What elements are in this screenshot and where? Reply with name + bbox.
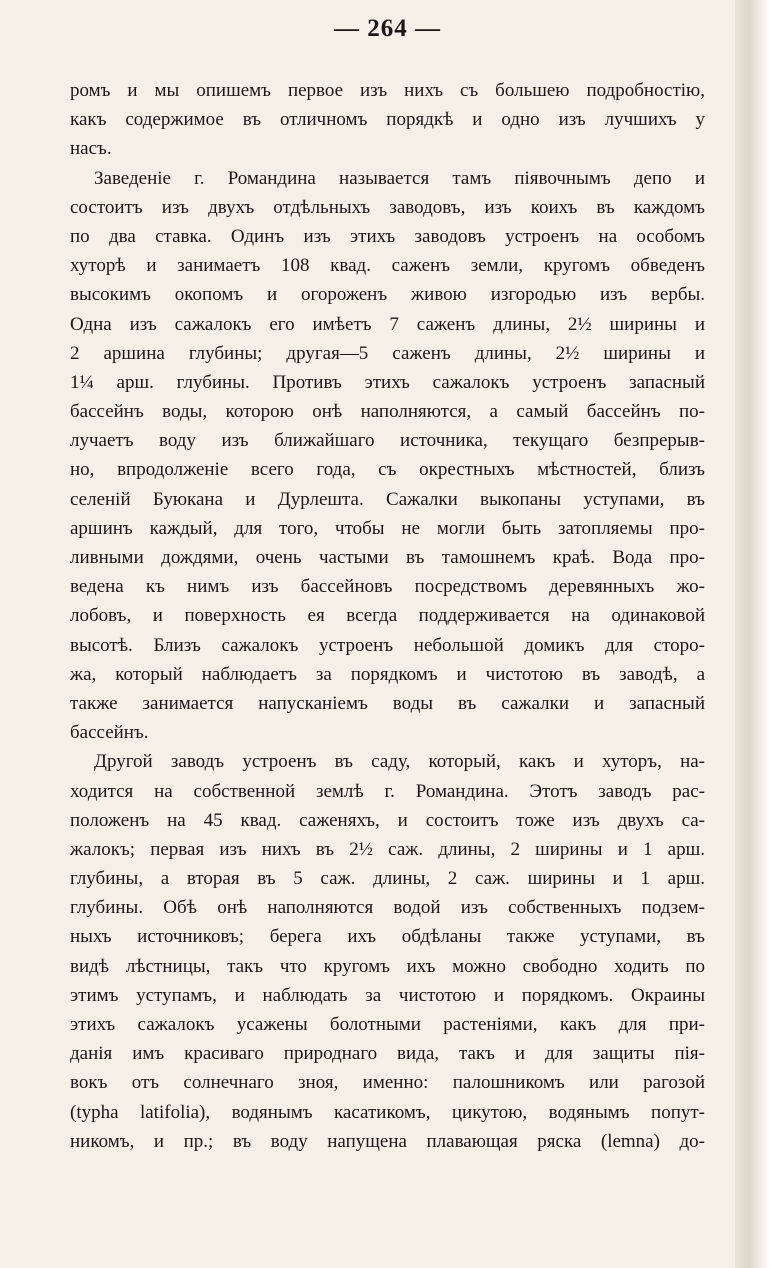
text-line: 2 аршина глубины; другая—5 саженъ длины, 2½ ширины и <box>70 342 705 364</box>
text-line: ведена къ нимъ изъ бассейновъ посредствомъ деревянныхъ жо- <box>70 576 705 598</box>
text-line: Одна изъ сажалокъ его имѣетъ 7 саженъ длины, 2½ ширины и <box>70 313 705 335</box>
text-line: этихъ сажалокъ усажены болотными растеніями, какъ для при- <box>70 1014 705 1035</box>
text-line: селеній Буюкана и Дурлешта. Сажалки выкопаны уступами, въ <box>70 488 705 510</box>
text-line: данія имъ красиваго природнаго вида, такъ и для защиты пія- <box>70 1043 705 1065</box>
text-line: глубины. Обѣ онѣ наполняются водой изъ собственныхъ подзем- <box>70 897 705 919</box>
text-line: насъ. <box>70 138 112 160</box>
text-line: хуторѣ и занимаетъ 108 квад. саженъ земли, кругомъ обведенъ <box>70 255 705 277</box>
text-line: по два ставка. Одинъ изъ этихъ заводовъ устроенъ на особомъ <box>70 225 705 247</box>
text-line: высотѣ. Близъ сажалокъ устроенъ небольшой домикъ для сторо- <box>70 634 705 656</box>
paragraph-3 <box>70 747 705 1156</box>
text-line: ливными дождями, очень частыми въ тамошнемъ краѣ. Вода про- <box>70 547 705 568</box>
text-line: лобовъ, и поверхность ея всегда поддерживается на одинаковой <box>70 605 705 627</box>
text-line: Другой заводъ устроенъ въ саду, который, какъ и хуторъ, на- <box>94 751 705 773</box>
text-line: высокимъ окопомъ и огороженъ живою изгородью изъ вербы. <box>70 284 705 306</box>
text-line: жалокъ; первая изъ нихъ въ 2½ саж. длины, 2 ширины и 1 арш. <box>70 838 705 860</box>
text-line: состоитъ изъ двухъ отдѣльныхъ заводовъ, изъ коихъ въ каждомъ <box>70 196 705 218</box>
text-line: ныхъ источниковъ; берега ихъ обдѣланы также уступами, въ <box>70 926 705 948</box>
text-line: какъ содержимое въ отличномъ порядкѣ и одно изъ лучшихъ у <box>70 109 705 131</box>
text-line: жа, который наблюдаетъ за порядкомъ и чистотою въ заводѣ, а <box>70 663 705 685</box>
text-line: видѣ лѣстницы, такъ что кругомъ ихъ можно свободно ходить по <box>70 955 705 977</box>
text-line: бассейнъ воды, которою онѣ наполняются, а самый бассейнъ по- <box>70 401 705 423</box>
text-line: (typha latifolia), водянымъ касатикомъ, цикутою, водянымъ попут- <box>70 1101 705 1123</box>
text-line: ромъ и мы опишемъ первое изъ нихъ съ большею подробностію, <box>70 80 705 101</box>
text-line: вокъ отъ солнечнаго зноя, именно: палошникомъ или рагозой <box>70 1072 705 1094</box>
text-line: этимъ уступамъ, и наблюдать за чистотою и порядкомъ. Окраины <box>70 984 705 1006</box>
paragraph-1 <box>70 76 705 164</box>
paragraph-2 <box>70 164 705 748</box>
text-line: 1¼ арш. глубины. Противъ этихъ сажалокъ устроенъ запасный <box>70 371 705 393</box>
text-line: глубины, а вторая въ 5 саж. длины, 2 саж. ширины и 1 арш. <box>70 868 705 890</box>
text-line: также занимается напусканіемъ воды въ сажалки и запасный <box>70 692 705 714</box>
text-line: никомъ, и пр.; въ воду напущена плавающая ряска (lemna) до- <box>70 1130 705 1152</box>
text-line: лучаетъ воду изъ ближайшаго источника, текущаго безпрерыв- <box>70 430 705 452</box>
text-line: аршинъ каждый, для того, чтобы не могли быть затопляемы про- <box>70 517 705 539</box>
text-line: но, впродолженіе всего года, съ окрестныхъ мѣстностей, близъ <box>70 459 705 481</box>
text-line: Заведеніе г. Романдина называется тамъ піявочнымъ депо и <box>94 167 705 189</box>
page-number: — 264 — <box>334 15 441 42</box>
text-line: положенъ на 45 квад. саженяхъ, и состоитъ тоже изъ двухъ са- <box>70 809 705 831</box>
text-line: бассейнъ. <box>70 722 149 744</box>
text-line: ходится на собственной землѣ г. Романдина. Этотъ заводъ рас- <box>70 780 705 802</box>
